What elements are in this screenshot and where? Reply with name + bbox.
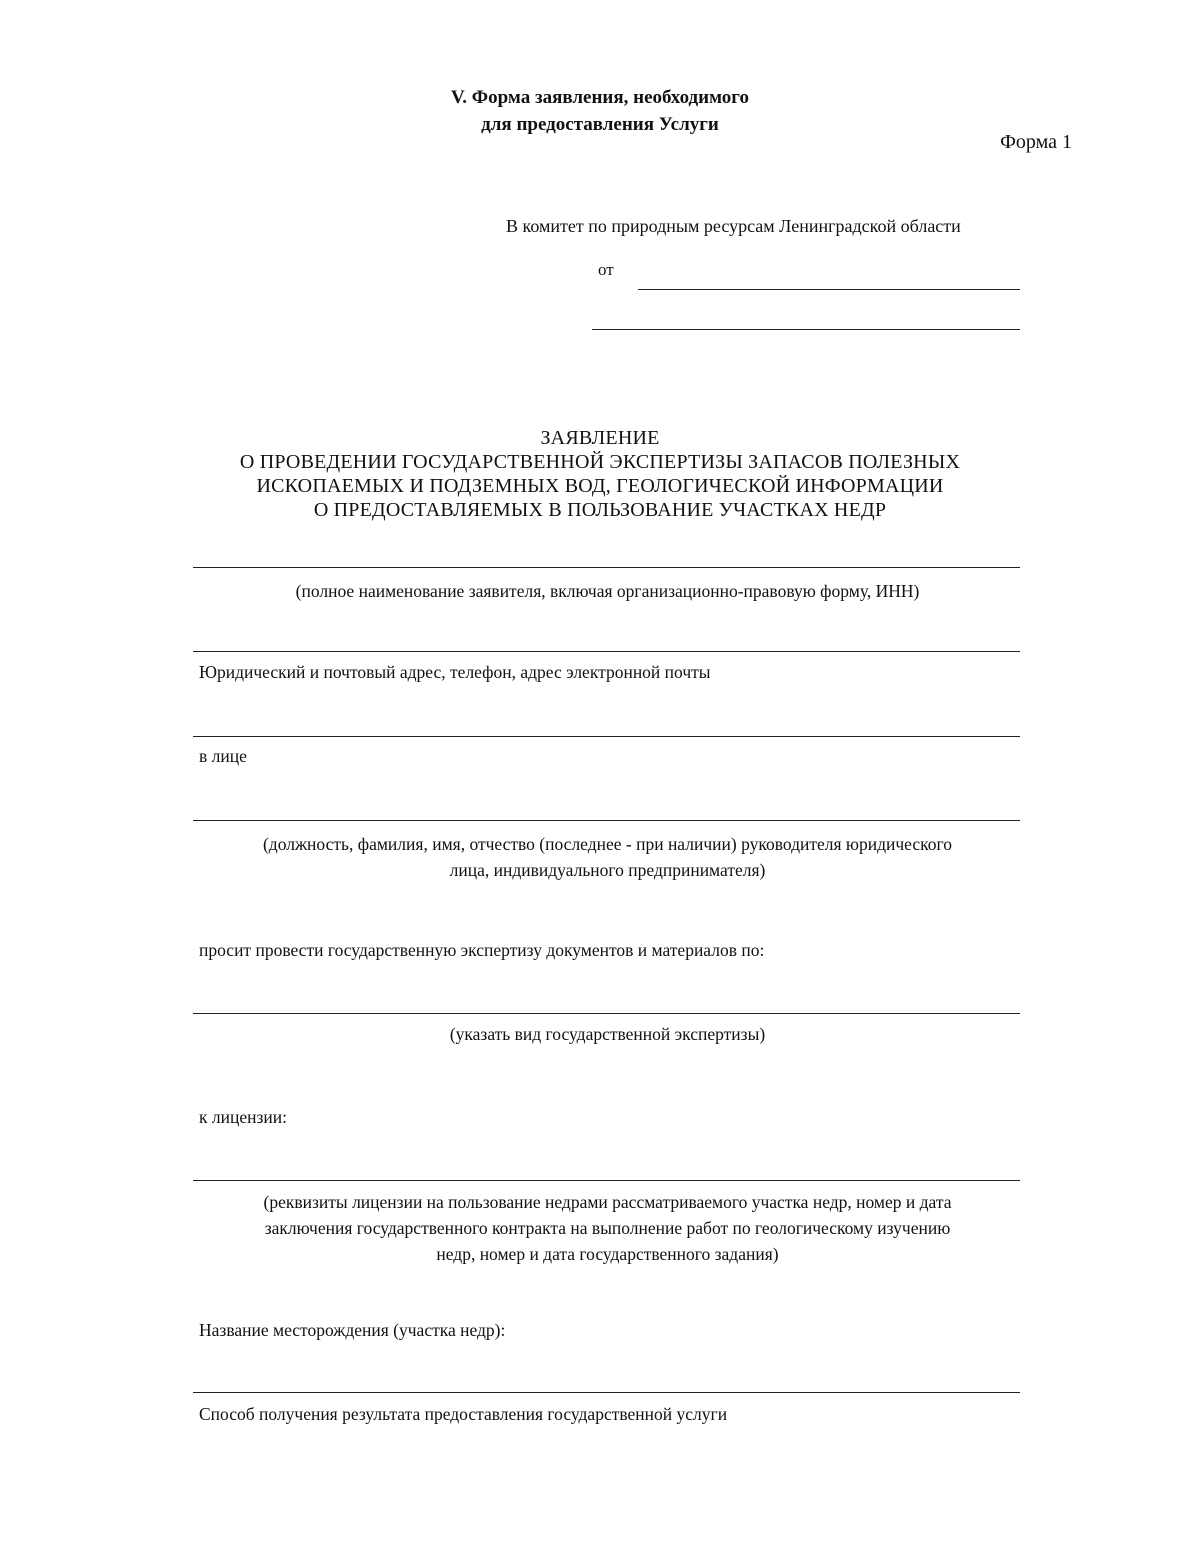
represented-by-label: в лице [199,746,247,766]
section-heading [300,84,900,138]
form-number: Форма 1 [1000,131,1072,153]
license-caption-line-3: недр, номер и дата государственного задания) [436,1244,779,1264]
license-caption [180,1189,1035,1267]
title-line-3: ИСКОПАЕМЫХ И ПОДЗЕМНЫХ ВОД, ГЕОЛОГИЧЕСКОЙ ИНФОРМАЦИИ [256,475,944,497]
license-caption-line-1: (реквизиты лицензии на пользование недрами рассматриваемого участка недр, номер и дата [263,1192,952,1212]
head-caption [180,831,1035,883]
section-heading-line-2: для предоставления Услуги [481,114,719,135]
license-details-line[interactable] [193,1180,1020,1181]
applicant-caption: (полное наименование заявителя, включая организационно-правовую форму, ИНН) [295,581,920,601]
head-name-line[interactable] [193,820,1020,821]
address-label: Юридический и почтовый адрес, телефон, адрес электронной почты [199,662,711,682]
from-input-line-2[interactable] [592,329,1020,330]
expertise-caption: (указать вид государственной экспертизы) [449,1024,766,1044]
title-line-2: О ПРОВЕДЕНИИ ГОСУДАРСТВЕННОЙ ЭКСПЕРТИЗЫ ЗАПАСОВ ПОЛЕЗНЫХ [239,451,961,473]
section-heading-line-1: V. Форма заявления, необходимого [451,87,749,108]
application-title [180,426,1020,522]
expertise-type-line[interactable] [193,1013,1020,1014]
deposit-name-line[interactable] [193,1392,1020,1393]
from-input-line-1[interactable] [638,289,1020,290]
head-caption-line-2: лица, индивидуального предпринимателя) [449,860,766,880]
addressee-line: В комитет по природным ресурсам Ленинградской области [506,216,961,236]
license-label: к лицензии: [199,1107,287,1127]
applicant-name-line[interactable] [193,567,1020,568]
represented-by-top-line[interactable] [193,736,1020,737]
deposit-label: Название месторождения (участка недр): [199,1320,506,1340]
title-line-1: ЗАЯВЛЕНИЕ [540,427,660,449]
head-caption-line-1: (должность, фамилия, имя, отчество (последнее - при наличии) руководителя юридического [262,834,953,854]
from-label: от [598,260,614,279]
title-line-4: О ПРЕДОСТАВЛЯЕМЫХ В ПОЛЬЗОВАНИЕ УЧАСТКАХ НЕДР [313,499,887,521]
result-method-label: Способ получения результата предоставления государственной услуги [199,1404,728,1424]
request-label: просит провести государственную экспертизу документов и материалов по: [199,940,765,960]
address-line[interactable] [193,651,1020,652]
license-caption-line-2: заключения государственного контракта на выполнение работ по геологическому изучению [264,1218,951,1238]
